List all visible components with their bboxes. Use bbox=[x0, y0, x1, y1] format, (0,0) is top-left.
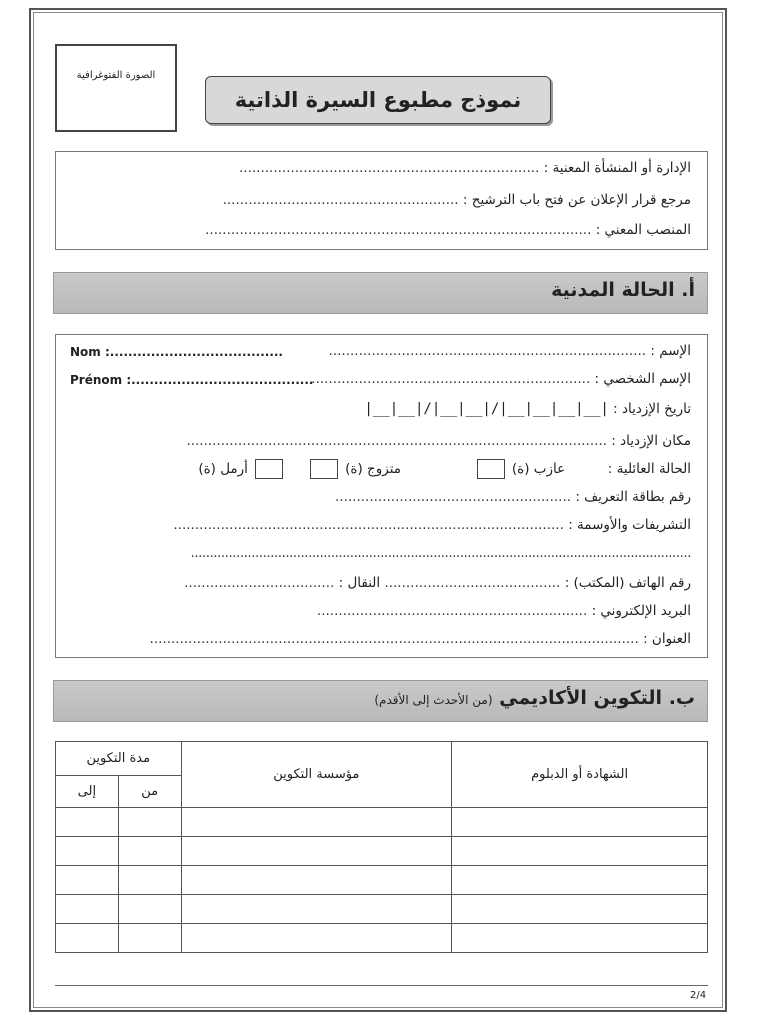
field-position[interactable]: المنصب المعني : .......................................................................................... bbox=[205, 222, 691, 238]
training-table bbox=[55, 741, 708, 953]
table-row bbox=[56, 808, 708, 837]
civil-status-box bbox=[55, 334, 708, 658]
field-id-card[interactable]: رقم بطاقة التعريف : ....................................................... bbox=[335, 489, 691, 505]
col-from: من bbox=[118, 776, 181, 808]
form-title bbox=[205, 76, 551, 124]
footer-divider bbox=[55, 985, 708, 986]
photo-placeholder bbox=[55, 44, 177, 132]
field-birth-place[interactable]: مكان الإزدياد : .................................................................................................. bbox=[186, 433, 691, 449]
section-academic-training bbox=[53, 680, 708, 722]
field-last-name[interactable]: الإسم : .......................................................................... bbox=[328, 343, 691, 359]
mobile-dots: ................................... bbox=[184, 575, 335, 591]
field-first-name-latin: Prénom :........................................ bbox=[70, 373, 314, 387]
col-institution: مؤسسة التكوين bbox=[181, 742, 452, 808]
col-duration: مدة التكوين bbox=[56, 742, 182, 776]
field-honors-line2[interactable]: .................................................................................................................................... bbox=[190, 545, 691, 561]
page-number: 2/4 bbox=[690, 990, 707, 1001]
col-degree: الشهادة أو الدبلوم bbox=[452, 742, 708, 808]
table-row bbox=[56, 895, 708, 924]
mobile-label: النقال : bbox=[338, 575, 381, 591]
field-phone[interactable]: رقم الهاتف (المكتب) : ......................................... النقال : ................................... bbox=[184, 575, 691, 591]
field-birth-date[interactable]: تاريخ الإزدياد : |__|__|/|__|__|/|__|__|__|__| bbox=[364, 401, 691, 417]
section-civil-status-title: أ. الحالة المدنية bbox=[551, 279, 695, 301]
form-title-text: نموذج مطبوع السيرة الذاتية bbox=[234, 88, 522, 112]
checkbox-married[interactable] bbox=[310, 459, 338, 479]
section-civil-status bbox=[53, 272, 708, 314]
photo-label: الصورة الفتوغرافية bbox=[76, 70, 156, 81]
field-first-name[interactable]: الإسم الشخصي : ................................................................. bbox=[311, 371, 691, 387]
field-last-name-latin: Nom :...................................... bbox=[70, 345, 283, 359]
field-honors[interactable]: التشريفات والأوسمة : ........................................................................................... bbox=[173, 517, 691, 533]
section-academic-training-subtitle: (من الأحدث إلى الأقدم) bbox=[374, 693, 493, 707]
field-address[interactable]: العنوان : .................................................................................................................. bbox=[149, 631, 691, 647]
field-announcement-reference[interactable]: مرجع قرار الإعلان عن فتح باب الترشيح : ....................................................... bbox=[222, 192, 691, 208]
table-row bbox=[56, 924, 708, 953]
field-marital-status: الحالة العائلية : عازب (ة) متزوج (ة) أرمل (ة) bbox=[198, 461, 691, 477]
table-row bbox=[56, 866, 708, 895]
field-email[interactable]: البريد الإلكتروني : ............................................................... bbox=[316, 603, 691, 619]
header-fields-box bbox=[55, 151, 708, 250]
checkbox-single[interactable] bbox=[477, 459, 505, 479]
section-academic-training-title: ب. التكوين الأكاديمي (من الأحدث إلى الأقدم) bbox=[374, 687, 695, 709]
col-to: إلى bbox=[56, 776, 119, 808]
table-row bbox=[56, 837, 708, 866]
checkbox-widowed[interactable] bbox=[255, 459, 283, 479]
birth-date-boxes[interactable]: |__|__|/|__|__|/|__|__|__|__| bbox=[364, 401, 609, 417]
field-administration[interactable]: الإدارة أو المنشأة المعنية : ...................................................................... bbox=[238, 160, 691, 176]
